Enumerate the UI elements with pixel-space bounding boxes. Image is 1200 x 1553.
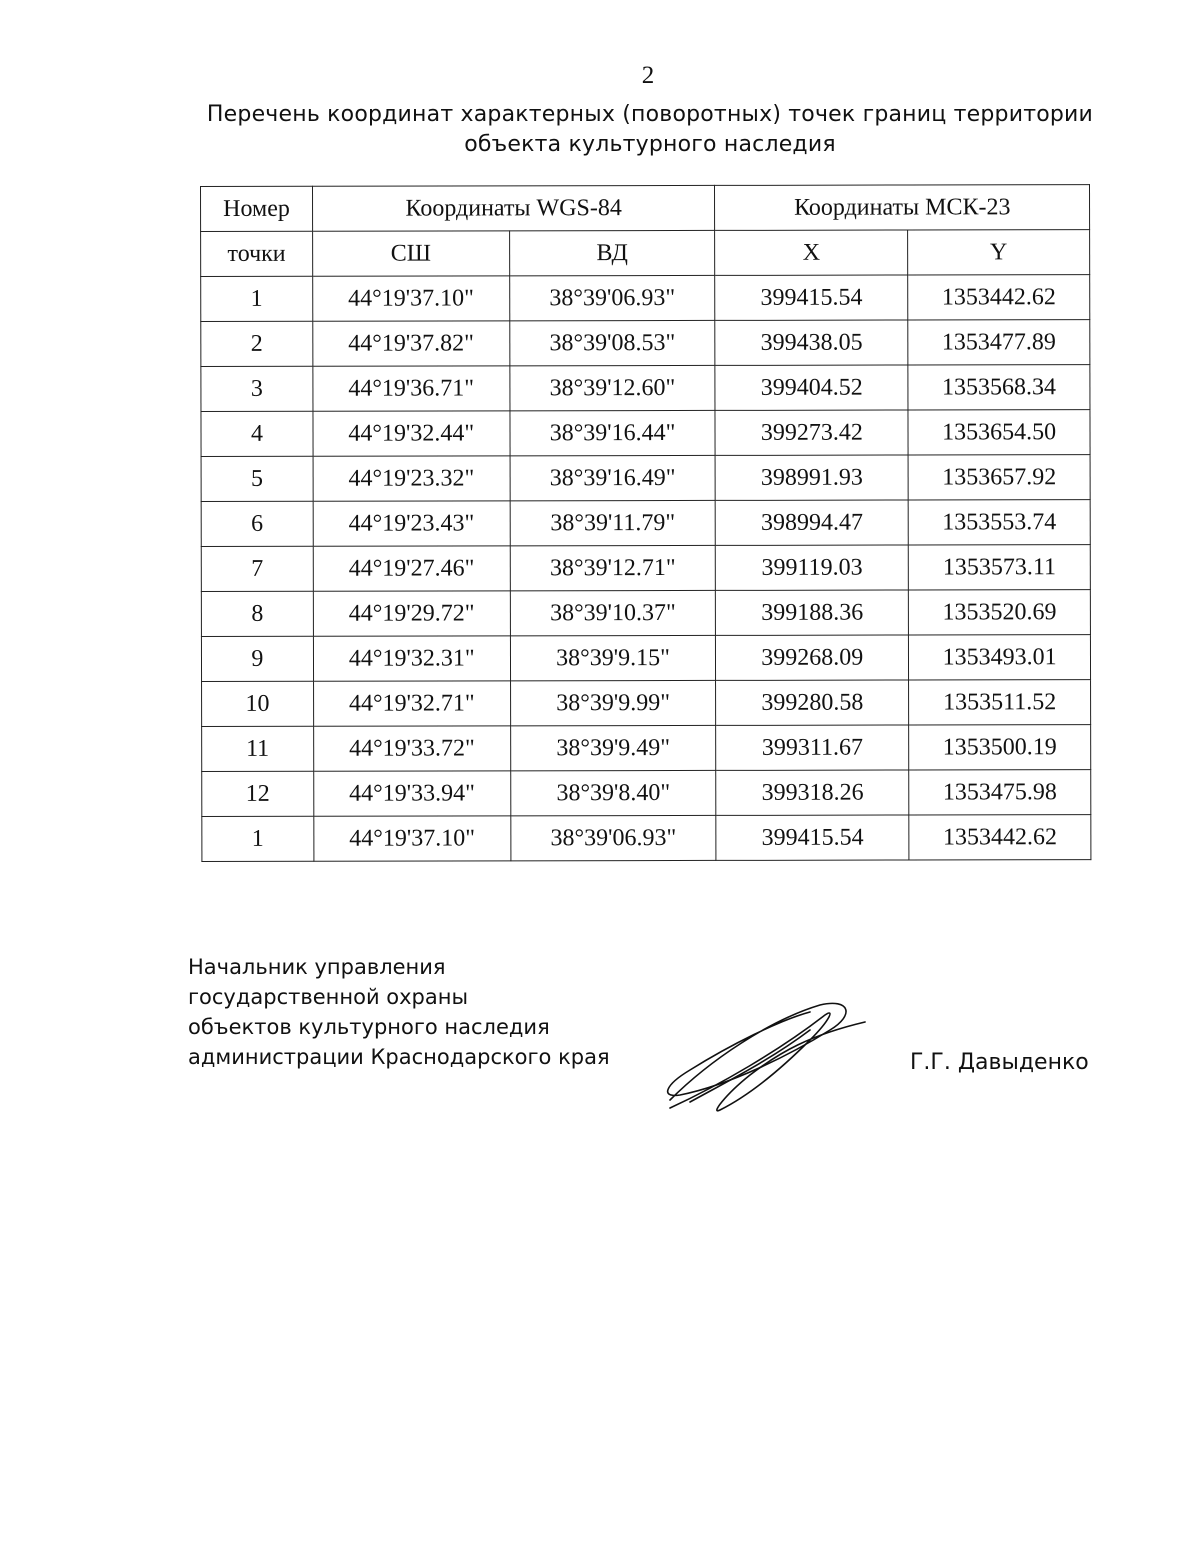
- cell-n: 10: [202, 681, 314, 726]
- table-row: [201, 365, 1090, 412]
- cell-lat: 44°19'23.32": [313, 456, 510, 501]
- cell-y: 1353573.11: [908, 545, 1090, 590]
- cell-lon: 38°39'10.37": [510, 590, 716, 635]
- cell-lon: 38°39'12.60": [510, 365, 716, 410]
- cell-n: 8: [201, 591, 313, 636]
- header-wgs84-group: Координаты WGS-84: [312, 185, 715, 231]
- header-msk23-group: Координаты МСК-23: [715, 185, 1090, 231]
- header-point-number-bottom: точки: [201, 231, 313, 276]
- cell-x: 399415.54: [716, 815, 909, 860]
- cell-lon: 38°39'08.53": [509, 320, 715, 365]
- cell-n: 12: [202, 771, 314, 816]
- cell-n: 2: [201, 321, 313, 366]
- signatory-position: [188, 952, 610, 1072]
- table-row: [201, 635, 1090, 682]
- cell-n: 9: [201, 636, 313, 681]
- cell-x: 398991.93: [715, 455, 908, 500]
- table-row: [201, 320, 1090, 367]
- cell-lon: 38°39'12.71": [510, 545, 716, 590]
- table-row: [202, 815, 1091, 862]
- header-lat: СШ: [312, 231, 509, 276]
- cell-lat: 44°19'33.72": [313, 726, 510, 771]
- cell-n: 6: [201, 501, 313, 546]
- cell-y: 1353493.01: [909, 635, 1091, 680]
- cell-x: 399311.67: [716, 725, 909, 770]
- cell-lon: 38°39'8.40": [510, 770, 716, 815]
- cell-lon: 38°39'11.79": [510, 500, 716, 545]
- header-lon: ВД: [509, 230, 715, 275]
- cell-y: 1353500.19: [909, 725, 1091, 770]
- cell-lon: 38°39'16.44": [510, 410, 716, 455]
- cell-y: 1353654.50: [908, 410, 1090, 455]
- cell-lat: 44°19'37.10": [314, 816, 511, 861]
- cell-lon: 38°39'9.49": [510, 725, 716, 770]
- cell-lat: 44°19'23.43": [313, 501, 510, 546]
- position-line-4: администрации Краснодарского края: [188, 1045, 610, 1069]
- table-row: [202, 725, 1091, 772]
- cell-lon: 38°39'9.15": [510, 635, 716, 680]
- cell-lat: 44°19'32.71": [313, 681, 510, 726]
- position-line-3: объектов культурного наследия: [188, 1015, 550, 1039]
- cell-n: 1: [201, 276, 313, 321]
- cell-lat: 44°19'37.10": [313, 276, 510, 321]
- cell-lon: 38°39'06.93": [509, 275, 715, 320]
- cell-lat: 44°19'36.71": [313, 366, 510, 411]
- cell-n: 5: [201, 456, 313, 501]
- cell-lon: 38°39'06.93": [510, 815, 716, 860]
- cell-y: 1353553.74: [908, 500, 1090, 545]
- cell-x: 399119.03: [716, 545, 909, 590]
- table-row: [201, 545, 1090, 592]
- cell-x: 399188.36: [716, 590, 909, 635]
- cell-lat: 44°19'37.82": [313, 321, 510, 366]
- table-row: [201, 410, 1090, 457]
- cell-n: 11: [202, 726, 314, 771]
- cell-lat: 44°19'33.94": [314, 771, 511, 816]
- table-header-row: [201, 185, 1090, 232]
- position-line-2: государственной охраны: [188, 985, 469, 1009]
- cell-n: 7: [201, 546, 313, 591]
- cell-y: 1353520.69: [909, 590, 1091, 635]
- cell-lon: 38°39'9.99": [510, 680, 716, 725]
- cell-x: 399415.54: [715, 275, 908, 320]
- handwritten-signature: [650, 990, 880, 1120]
- position-line-1: Начальник управления: [188, 955, 446, 979]
- table-body: [201, 275, 1091, 862]
- cell-lat: 44°19'27.46": [313, 546, 510, 591]
- cell-x: 398994.47: [716, 500, 909, 545]
- page-number: 2: [641, 62, 655, 89]
- cell-x: 399273.42: [715, 410, 908, 455]
- cell-n: 4: [201, 411, 313, 456]
- header-point-number-top: Номер: [201, 186, 313, 231]
- cell-y: 1353442.62: [909, 815, 1091, 860]
- cell-lat: 44°19'32.44": [313, 411, 510, 456]
- table-row: [201, 500, 1090, 547]
- header-y: Y: [908, 230, 1090, 275]
- cell-lat: 44°19'32.31": [313, 636, 510, 681]
- cell-x: 399318.26: [716, 770, 909, 815]
- table-row: [201, 590, 1090, 637]
- signer-name: Г.Г. Давыденко: [910, 1050, 1089, 1075]
- cell-y: 1353657.92: [908, 455, 1090, 500]
- cell-x: 399404.52: [715, 365, 908, 410]
- cell-n: 1: [202, 816, 314, 861]
- title-line-1: Перечень координат характерных (поворотных) точек границ территории: [206, 102, 1094, 127]
- document-title: [190, 100, 1110, 160]
- cell-y: 1353475.98: [909, 770, 1091, 815]
- cell-x: 399280.58: [716, 680, 909, 725]
- cell-y: 1353442.62: [908, 275, 1090, 320]
- table-row: [202, 680, 1091, 727]
- header-x: X: [715, 230, 908, 275]
- cell-x: 399268.09: [716, 635, 909, 680]
- cell-lat: 44°19'29.72": [313, 591, 510, 636]
- table-row: [201, 275, 1090, 322]
- cell-lon: 38°39'16.49": [510, 455, 716, 500]
- cell-y: 1353511.52: [909, 680, 1091, 725]
- coordinates-table: [200, 184, 1091, 862]
- table-row: [202, 770, 1091, 817]
- cell-n: 3: [201, 366, 313, 411]
- cell-x: 399438.05: [715, 320, 908, 365]
- title-line-2: объекта культурного наследия: [464, 132, 836, 157]
- cell-y: 1353568.34: [908, 365, 1090, 410]
- table-subheader-row: [201, 230, 1090, 277]
- table-row: [201, 455, 1090, 502]
- cell-y: 1353477.89: [908, 320, 1090, 365]
